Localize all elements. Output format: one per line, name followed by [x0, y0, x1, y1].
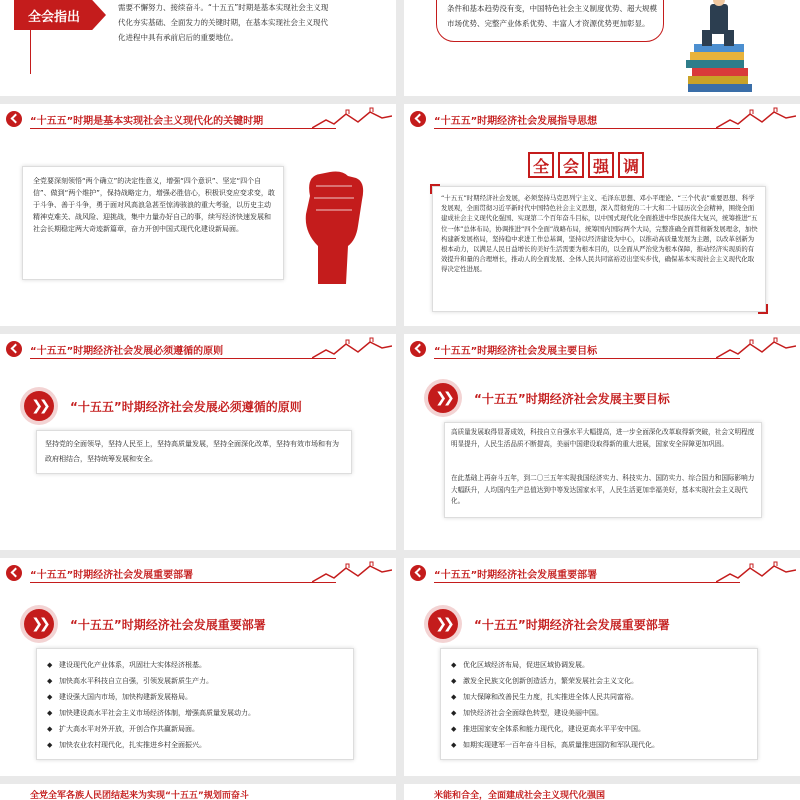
header-divider [30, 358, 336, 359]
slide-header [0, 558, 396, 588]
slide-title: “十五五”时期经济社会发展必须遵循的原则 [30, 346, 224, 357]
header-divider [434, 128, 740, 129]
stamp-title [528, 152, 644, 178]
slide5-textbox [36, 430, 352, 474]
list-item: ◆ 建设现代化产业体系，巩固壮大实体经济根基。 [47, 657, 347, 673]
double-chevron-icon: ❯❯ [428, 609, 458, 639]
slide-8[interactable] [404, 558, 800, 776]
slide-header [0, 104, 396, 134]
slide-1[interactable] [0, 0, 396, 96]
section-heading [24, 606, 266, 642]
slide-header [404, 104, 800, 134]
corner-mark [430, 184, 440, 194]
slide3-text: 全党要深刻领悟“两个确立”的决定性意义，增强“四个意识”、坚定“四个自信”、做到“两个维护”，保持战略定力，增强必胜信心，积极识变应变求变，敢于斗争、善于斗争，勇于面对风高浪急甚至惊涛骇浪的重大考验，以历史主动精神克难关、战风险、迎挑战，集中力量办好自己的事，续写经济快速发展和社会长期稳定两大奇迹新篇章，奋力开创中国式现代化建设新局面。 [33, 177, 275, 233]
back-arrow-icon [6, 565, 22, 581]
slide-title: “十五五”时期经济社会发展指导思想 [434, 116, 598, 127]
slide1-text: 需要不懈努力、接续奋斗。“十五五”时期是基本实现社会主义现代化夯实基础、全面发力的关键时期，在基本实现社会主义现代化进程中具有承前启后的重要地位。 [118, 3, 329, 42]
list-item: ◆ 建设强大国内市场，加快构建新发展格局。 [47, 689, 347, 705]
slide4-textbox [432, 186, 766, 312]
badge-text: 全会指出 [28, 10, 81, 25]
raised-fist-icon [296, 166, 370, 286]
slide-7[interactable] [0, 558, 396, 776]
list-item: ◆ 加大保障和改善民生力度，扎实推进全体人民共同富裕。 [451, 689, 751, 705]
slide2-text: 条件和基本趋势没有变，中国特色社会主义制度优势、超大规模市场优势、完整产业体系优势、丰富人才资源优势更加彰显。 [447, 4, 657, 28]
double-chevron-icon: ❯❯ [428, 383, 458, 413]
great-wall-icon [716, 106, 796, 132]
list-item: ◆ 扩大高水平对外开放，开创合作共赢新局面。 [47, 721, 347, 737]
slide-10[interactable] [404, 784, 800, 800]
slide-3[interactable] [0, 104, 396, 326]
double-chevron-icon: ❯❯ [24, 609, 54, 639]
header-divider [30, 128, 336, 129]
slide6-para-1: 高质量发展取得显著成效，科技自立自强水平大幅提高，进一步全面深化改革取得新突破，社会文明程度明显提升，人民生活品质不断提高，美丽中国建设取得新的重大进展，国家安全屏障更加巩固。 [451, 428, 755, 448]
great-wall-icon [312, 336, 392, 362]
section-title: “十五五”时期经济社会发展必须遵循的原则 [70, 399, 302, 414]
double-chevron-icon: ❯❯ [24, 391, 54, 421]
slide-title: 米能和合全，全面建成社会主义现代化强国 [434, 791, 606, 800]
slide-header [404, 558, 800, 588]
slide-2[interactable] [404, 0, 800, 96]
list-item: ◆ 优化区域经济布局，促进区域协调发展。 [451, 657, 751, 673]
slide-title: “十五五”时期经济社会发展主要目标 [434, 346, 598, 357]
section-title: “十五五”时期经济社会发展重要部署 [474, 617, 670, 632]
slide4-text: “十五五”时期经济社会发展，必须坚持马克思列宁主义、毛泽东思想、邓小平理论、“三个代表”重要思想、科学发展观，全面贯彻习近平新时代中国特色社会主义思想，深入贯彻党的二十大和二十届历次全会精神，围绕全面建成社会主义现代化强国、实现第二个百年奋斗目标，以中国式现代化全面推进中华民族伟大复兴，统筹推进“五位一体”总体布局，协调推进“四个全面”战略布局，统筹国内国际两个大局，完整准确全面贯彻新发展理念，加快构建新发展格局，坚持稳中求进工作总基调，坚持以经济建设为中心，以推动高质量发展为主题，以改革创新为根本动力，以满足人民日益增长的美好生活需要为根本目的，以全面从严治党为根本保障，推动经济实现质的有效提升和量的合理增长，推动人的全面发展、全体人民共同富裕迈出坚实步伐，确保基本实现社会主义现代化取得决定性进展。 [441, 194, 758, 274]
slide3-textbox [22, 166, 284, 280]
slide5-text: 坚持党的全面领导，坚持人民至上，坚持高质量发展，坚持全面深化改革，坚持有效市场和有为政府相结合，坚持统筹发展和安全。 [45, 440, 339, 463]
great-wall-icon [716, 336, 796, 362]
back-arrow-icon [6, 111, 22, 127]
bullet-list [451, 657, 751, 753]
slide-header [404, 334, 800, 364]
list-item: ◆ 如期实现建军一百年奋斗目标，高质量推进国防和军队现代化。 [451, 737, 751, 753]
list-item: ◆ 加快经济社会全面绿色转型，建设美丽中国。 [451, 705, 751, 721]
list-item: ◆ 加快建设高水平社会主义市场经济体制，增强高质量发展动力。 [47, 705, 347, 721]
slide6-textbox [444, 422, 762, 518]
section-title: “十五五”时期经济社会发展重要部署 [70, 617, 266, 632]
corner-mark [758, 304, 768, 314]
header-divider [30, 582, 336, 583]
back-arrow-icon [410, 341, 426, 357]
stamp-char: 调 [618, 152, 644, 178]
slide8-listbox [440, 648, 758, 760]
back-arrow-icon [410, 111, 426, 127]
slide-6[interactable] [404, 334, 800, 550]
header-divider [434, 582, 740, 583]
slide-title: 全党全军各族人民团结起来为实现“十五五”规划而奋斗 [30, 791, 249, 800]
slide2-box [436, 0, 664, 42]
section-heading [428, 380, 670, 416]
list-item: ◆ 激发全民族文化创新创造活力，繁荣发展社会主义文化。 [451, 673, 751, 689]
section-heading [428, 606, 670, 642]
badge-line [30, 30, 31, 74]
slide-4[interactable] [404, 104, 800, 326]
great-wall-icon [312, 106, 392, 132]
great-wall-icon [716, 560, 796, 586]
slide-title: “十五五”时期经济社会发展重要部署 [434, 570, 598, 581]
slide-title: “十五五”时期是基本实现社会主义现代化的关键时期 [30, 116, 264, 127]
slide7-listbox [36, 648, 354, 760]
great-wall-icon [312, 560, 392, 586]
back-arrow-icon [6, 341, 22, 357]
section-heading [24, 388, 302, 424]
header-divider [434, 358, 740, 359]
books-illustration [680, 0, 770, 96]
list-item: ◆ 加快农业农村现代化，扎实推进乡村全面振兴。 [47, 737, 347, 753]
section-title: “十五五”时期经济社会发展主要目标 [474, 391, 670, 406]
slide-9[interactable] [0, 784, 396, 800]
back-arrow-icon [410, 565, 426, 581]
slide-header [0, 334, 396, 364]
slide-5[interactable] [0, 334, 396, 550]
slide6-para-2: 在此基础上再奋斗五年，到二〇三五年实现我国经济实力、科技实力、国防实力、综合国力和国际影响力大幅跃升，人均国内生产总值达到中等发达国家水平，人民生活更加幸福美好，基本实现社会主义现代化。 [451, 474, 755, 505]
stamp-char: 会 [558, 152, 584, 178]
stamp-char: 全 [528, 152, 554, 178]
stamp-char: 强 [588, 152, 614, 178]
list-item: ◆ 推进国家安全体系和能力现代化，建设更高水平平安中国。 [451, 721, 751, 737]
slide-title: “十五五”时期经济社会发展重要部署 [30, 570, 194, 581]
bullet-list [47, 657, 347, 753]
list-item: ◆ 加快高水平科技自立自强，引领发展新质生产力。 [47, 673, 347, 689]
